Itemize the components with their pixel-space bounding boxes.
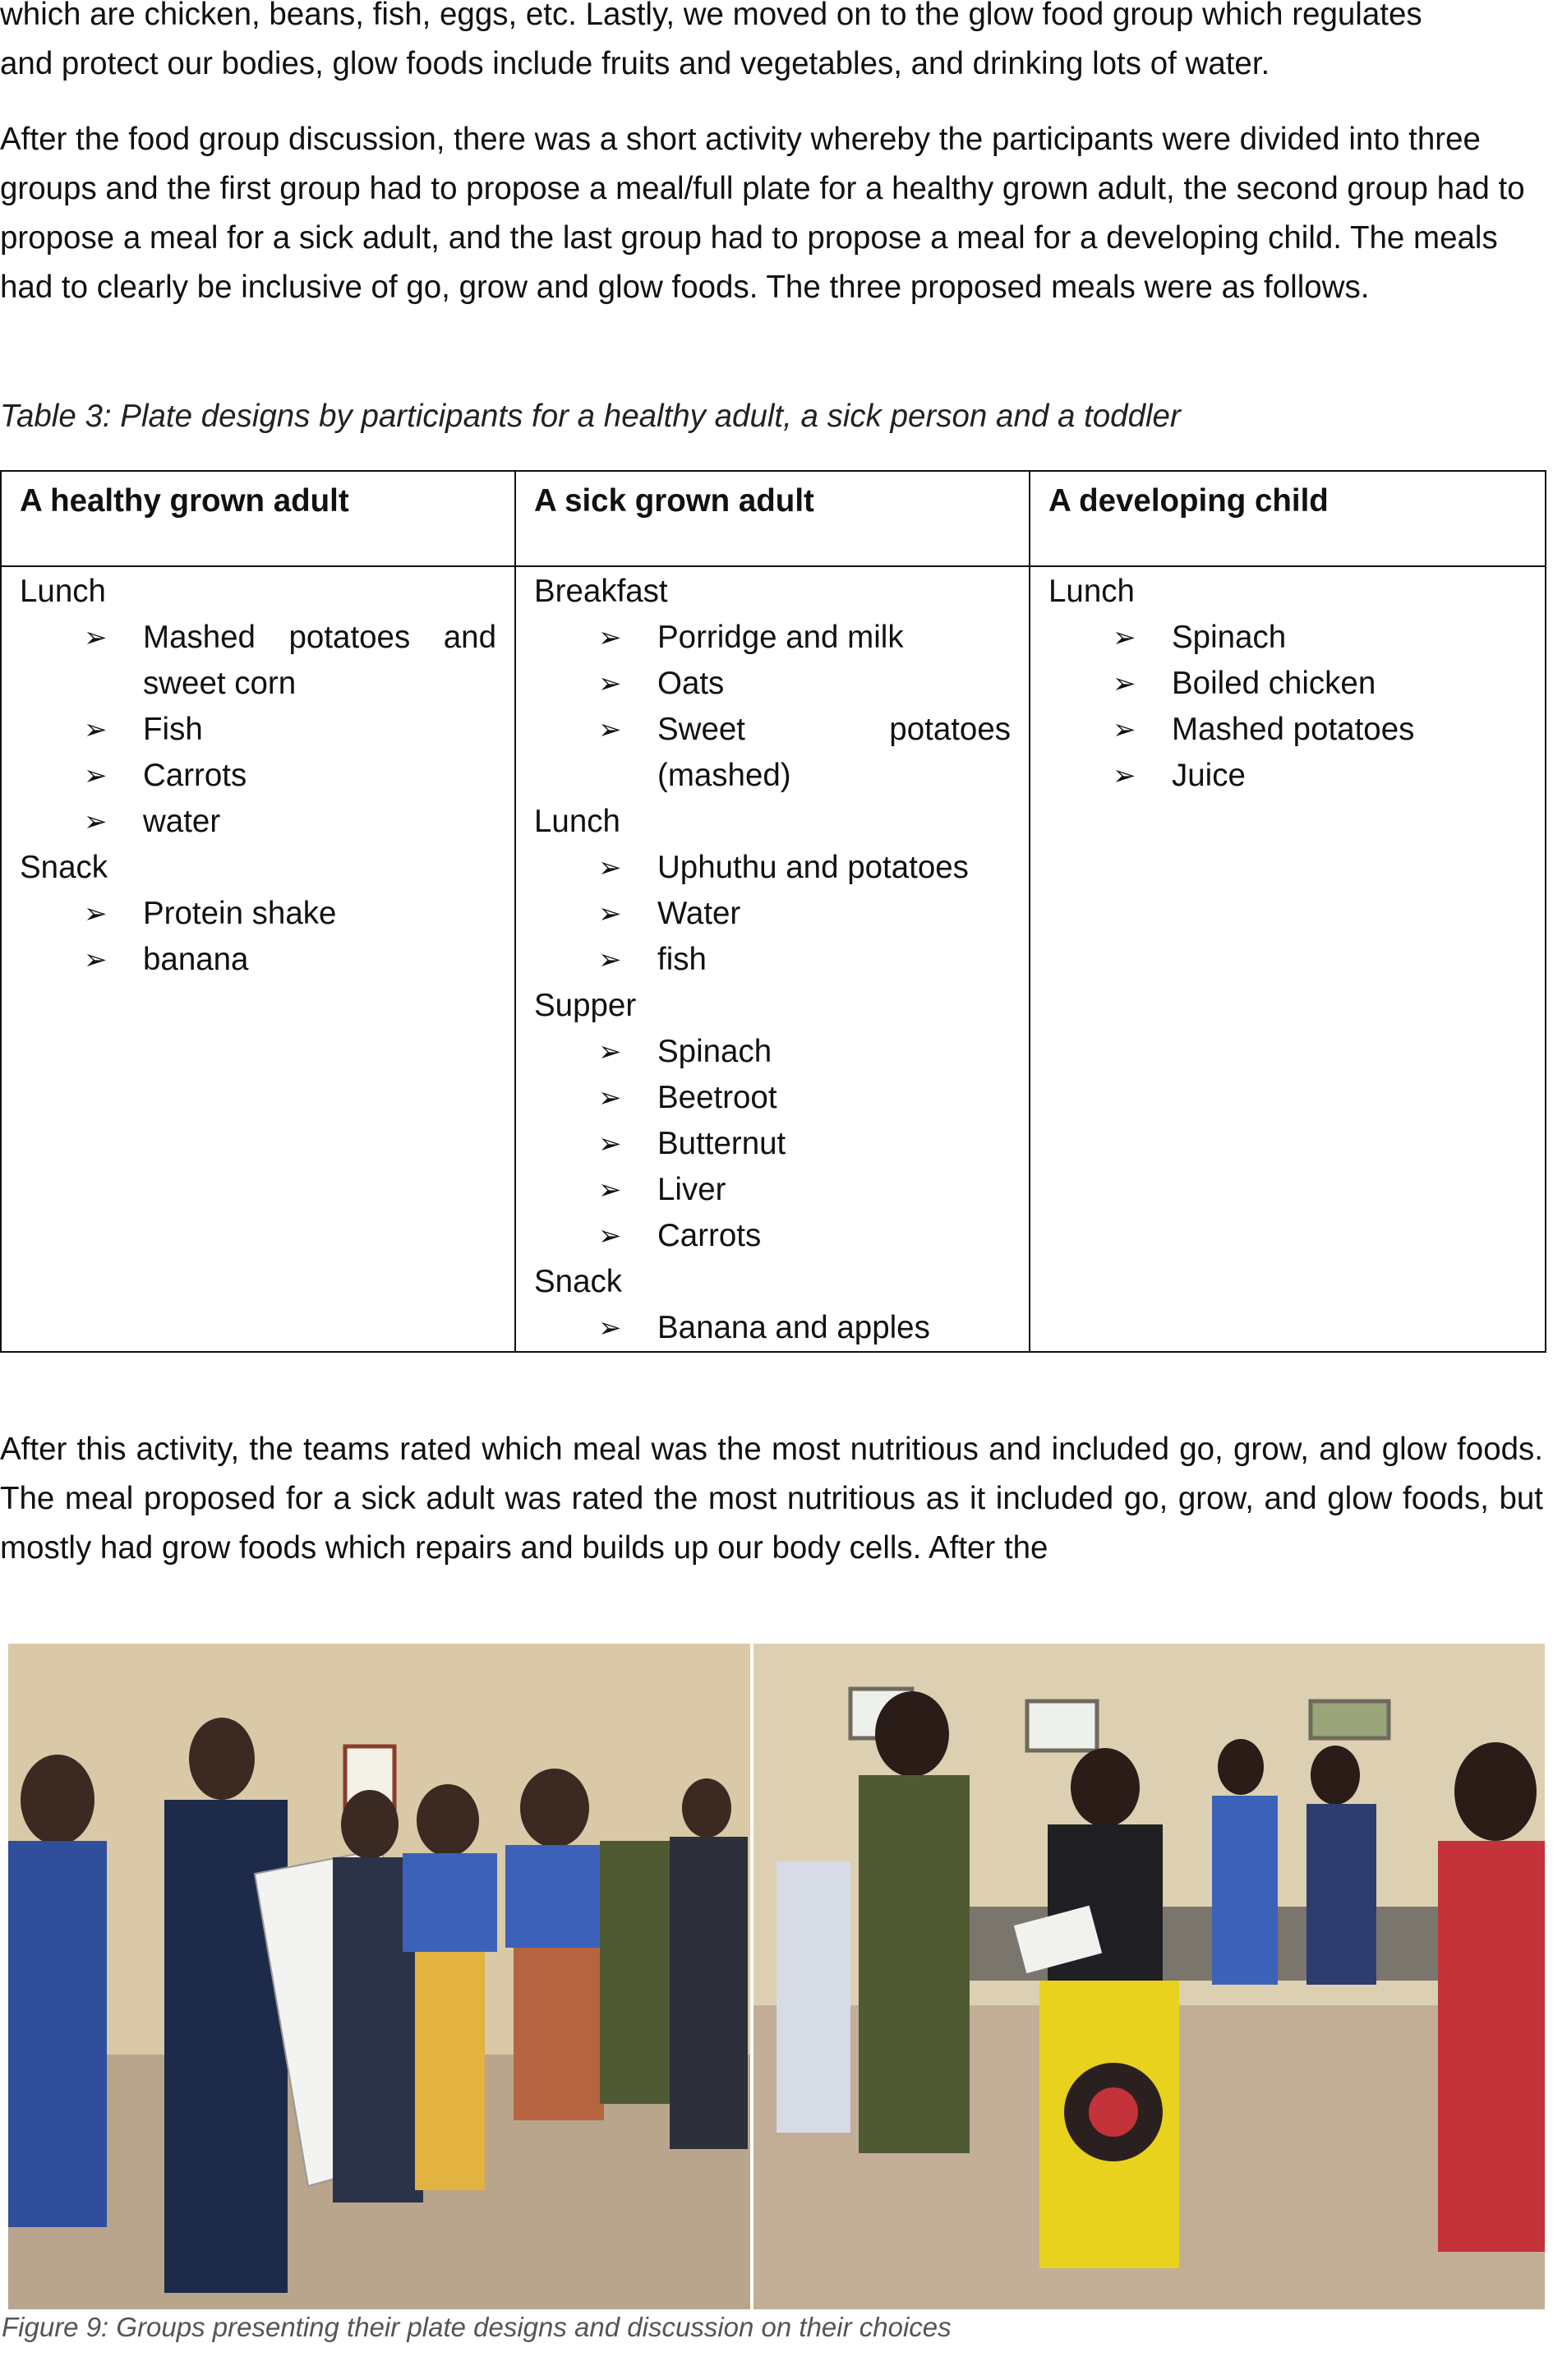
person-body (1212, 1796, 1278, 1985)
arrow-bullet-icon: ➢ (84, 622, 108, 653)
meal-item-list (534, 1029, 1011, 1259)
arrow-bullet-icon: ➢ (598, 852, 622, 883)
arrow-bullet-icon: ➢ (1113, 760, 1136, 791)
arrow-bullet-icon: ➢ (84, 944, 108, 976)
person-body (8, 1841, 107, 2227)
plate-designs-table (0, 470, 1546, 1353)
meal-item-text: Liver (657, 1172, 726, 1207)
meal-item (1048, 753, 1527, 799)
meal-item-text: Fish (143, 712, 203, 747)
rating-paragraph: After this activity, the teams rated which meal was the most nutritious and included go, grow, and glow foods. The meal proposed for a sick adult was rated the most nutritious as it included go, grow, and glow foods, but mostly had grow foods which repairs and builds up our body cells. After the (0, 1432, 1543, 1566)
meal-item (534, 661, 1011, 707)
meal-item (20, 937, 496, 983)
meal-item-list (534, 1305, 1011, 1351)
meal-item-list (20, 891, 496, 983)
meal-item-text: Protein shake (143, 896, 337, 931)
arrow-bullet-icon: ➢ (598, 1082, 622, 1114)
meal-item-text: Beetroot (657, 1080, 777, 1115)
meal-item-list (534, 845, 1011, 983)
meal-item-text: Oats (657, 666, 725, 701)
meal-item (20, 891, 496, 937)
person-head (682, 1778, 731, 1838)
arrow-bullet-icon: ➢ (598, 668, 622, 699)
header-sick-adult: A sick grown adult (515, 471, 1030, 566)
person-body (670, 1837, 748, 2149)
meal-item-text: Banana and apples (657, 1310, 930, 1345)
figure-caption: Figure 9: Groups presenting their plate designs and discussion on their choices (2, 2312, 952, 2342)
meal-item-text: Carrots (143, 758, 247, 793)
meal-item (534, 937, 1011, 983)
meal-item (534, 1075, 1011, 1121)
meal-item (534, 615, 1011, 661)
arrow-bullet-icon: ➢ (598, 1036, 622, 1068)
meal-item-text: Mashed potatoes (1172, 712, 1415, 747)
person-head (520, 1769, 589, 1847)
meal-item (20, 799, 496, 845)
meal-item (534, 1167, 1011, 1213)
sick-adult-cell (515, 566, 1030, 1352)
meal-item (534, 891, 1011, 937)
meal-item-text: Spinach (1172, 620, 1287, 655)
arrow-bullet-icon: ➢ (84, 898, 108, 929)
meal-item (534, 1305, 1011, 1351)
patterned-shirt-person (776, 1861, 850, 2133)
arrow-bullet-icon: ➢ (598, 944, 622, 976)
meal-item-list (1048, 615, 1527, 799)
meal-item (534, 845, 1011, 891)
skirt-pattern-center (1089, 2087, 1138, 2137)
arrow-bullet-icon: ➢ (598, 622, 622, 653)
arrow-bullet-icon: ➢ (1113, 714, 1136, 745)
meal-heading: Supper (534, 988, 637, 1023)
person-head (21, 1755, 94, 1845)
arrow-bullet-icon: ➢ (598, 898, 622, 929)
meal-heading: Snack (534, 1264, 623, 1299)
person-head (341, 1790, 399, 1859)
arrow-bullet-icon: ➢ (598, 1220, 622, 1252)
meal-item-text: Boiled chicken (1172, 666, 1376, 701)
meal-item-text: banana (143, 942, 249, 977)
person-head (1218, 1739, 1264, 1795)
meal-item (534, 1121, 1011, 1167)
meal-item (534, 1213, 1011, 1259)
meal-item (1048, 661, 1527, 707)
leopard-skirt (415, 1952, 485, 2190)
arrow-bullet-icon: ➢ (598, 714, 622, 745)
meal-item-text: Sweet potatoes (mashed) (657, 712, 1011, 793)
intro-line-1: which are chicken, beans, fish, eggs, etc. Lastly, we moved on to the glow food group which regulates (0, 0, 1422, 32)
photo-illustration (8, 1644, 1545, 2309)
meal-item-text: Water (657, 896, 741, 931)
meal-item (20, 615, 496, 707)
meal-item-text: Butternut (657, 1126, 786, 1161)
meal-heading: Lunch (1048, 574, 1135, 609)
meal-item-text: Juice (1172, 758, 1246, 793)
person-body (1306, 1804, 1376, 1985)
meal-item (1048, 615, 1527, 661)
activity-paragraph: After the food group discussion, there was a short activity whereby the participants were divided into three groups and the first group had to propose a meal/full plate for a healthy grown adult, the second group had to propose a meal for a sick adult, and the last group had to propose a meal for a developing child. The meals had to clearly be inclusive of go, grow and glow foods. The three proposed meals were as follows. (0, 122, 1525, 305)
background-chairs (912, 1907, 1487, 1981)
meal-item-text: Carrots (657, 1218, 762, 1253)
arrow-bullet-icon: ➢ (598, 1174, 622, 1206)
meal-item-text: Porridge and milk (657, 620, 904, 655)
intro-line-2: and protect our bodies, glow foods include fruits and vegetables, and drinking lots of water. (0, 46, 1270, 81)
intro-paragraph (0, 0, 1543, 89)
arrow-bullet-icon: ➢ (1113, 668, 1136, 699)
meal-item (20, 753, 496, 799)
meal-item-text: fish (657, 942, 707, 977)
meal-heading: Snack (20, 850, 108, 885)
green-vest-person (859, 1775, 970, 2153)
arrow-bullet-icon: ➢ (598, 1312, 622, 1344)
meal-item-list (534, 615, 1011, 799)
meal-heading: Lunch (534, 804, 620, 839)
arrow-bullet-icon: ➢ (598, 1128, 622, 1160)
meal-item (20, 707, 496, 753)
meal-item (534, 1029, 1011, 1075)
meal-item-text: Mashed potatoes and sweet corn (143, 620, 496, 701)
person-head (189, 1718, 255, 1800)
window-right-3 (1311, 1701, 1389, 1738)
table-body-row (1, 566, 1546, 1352)
arrow-bullet-icon: ➢ (1113, 622, 1136, 653)
header-developing-child: A developing child (1030, 471, 1546, 566)
person-head (417, 1784, 479, 1856)
header-healthy-adult: A healthy grown adult (1, 471, 515, 566)
meal-item-list (20, 615, 496, 845)
meal-item (1048, 707, 1527, 753)
meal-item-text: Spinach (657, 1034, 772, 1069)
red-vest-person (1438, 1841, 1545, 2252)
person-skirt (514, 1948, 604, 2120)
group-presentation-photo (8, 1644, 1545, 2309)
window-right-2 (1027, 1701, 1097, 1750)
meal-heading: Lunch (20, 574, 106, 609)
meal-item-text: water (143, 804, 221, 839)
meal-item-text: Uphuthu and potatoes (657, 850, 969, 885)
meal-heading: Breakfast (534, 574, 668, 609)
person-body (505, 1845, 608, 1948)
person-body (403, 1853, 497, 1952)
meal-item (534, 707, 1011, 799)
person-head (1311, 1746, 1360, 1805)
person-head (1071, 1748, 1140, 1827)
person-head (875, 1691, 949, 1777)
developing-child-cell (1030, 566, 1546, 1352)
healthy-adult-cell (1, 566, 515, 1352)
person-top (1048, 1824, 1163, 1989)
arrow-bullet-icon: ➢ (84, 714, 108, 745)
arrow-bullet-icon: ➢ (84, 806, 108, 837)
arrow-bullet-icon: ➢ (84, 760, 108, 791)
green-jacket (600, 1841, 674, 2104)
table-header-row (1, 471, 1546, 566)
person-head (1454, 1742, 1537, 1841)
table-caption: Table 3: Plate designs by participants for a healthy adult, a sick person and a toddler (0, 399, 1181, 434)
